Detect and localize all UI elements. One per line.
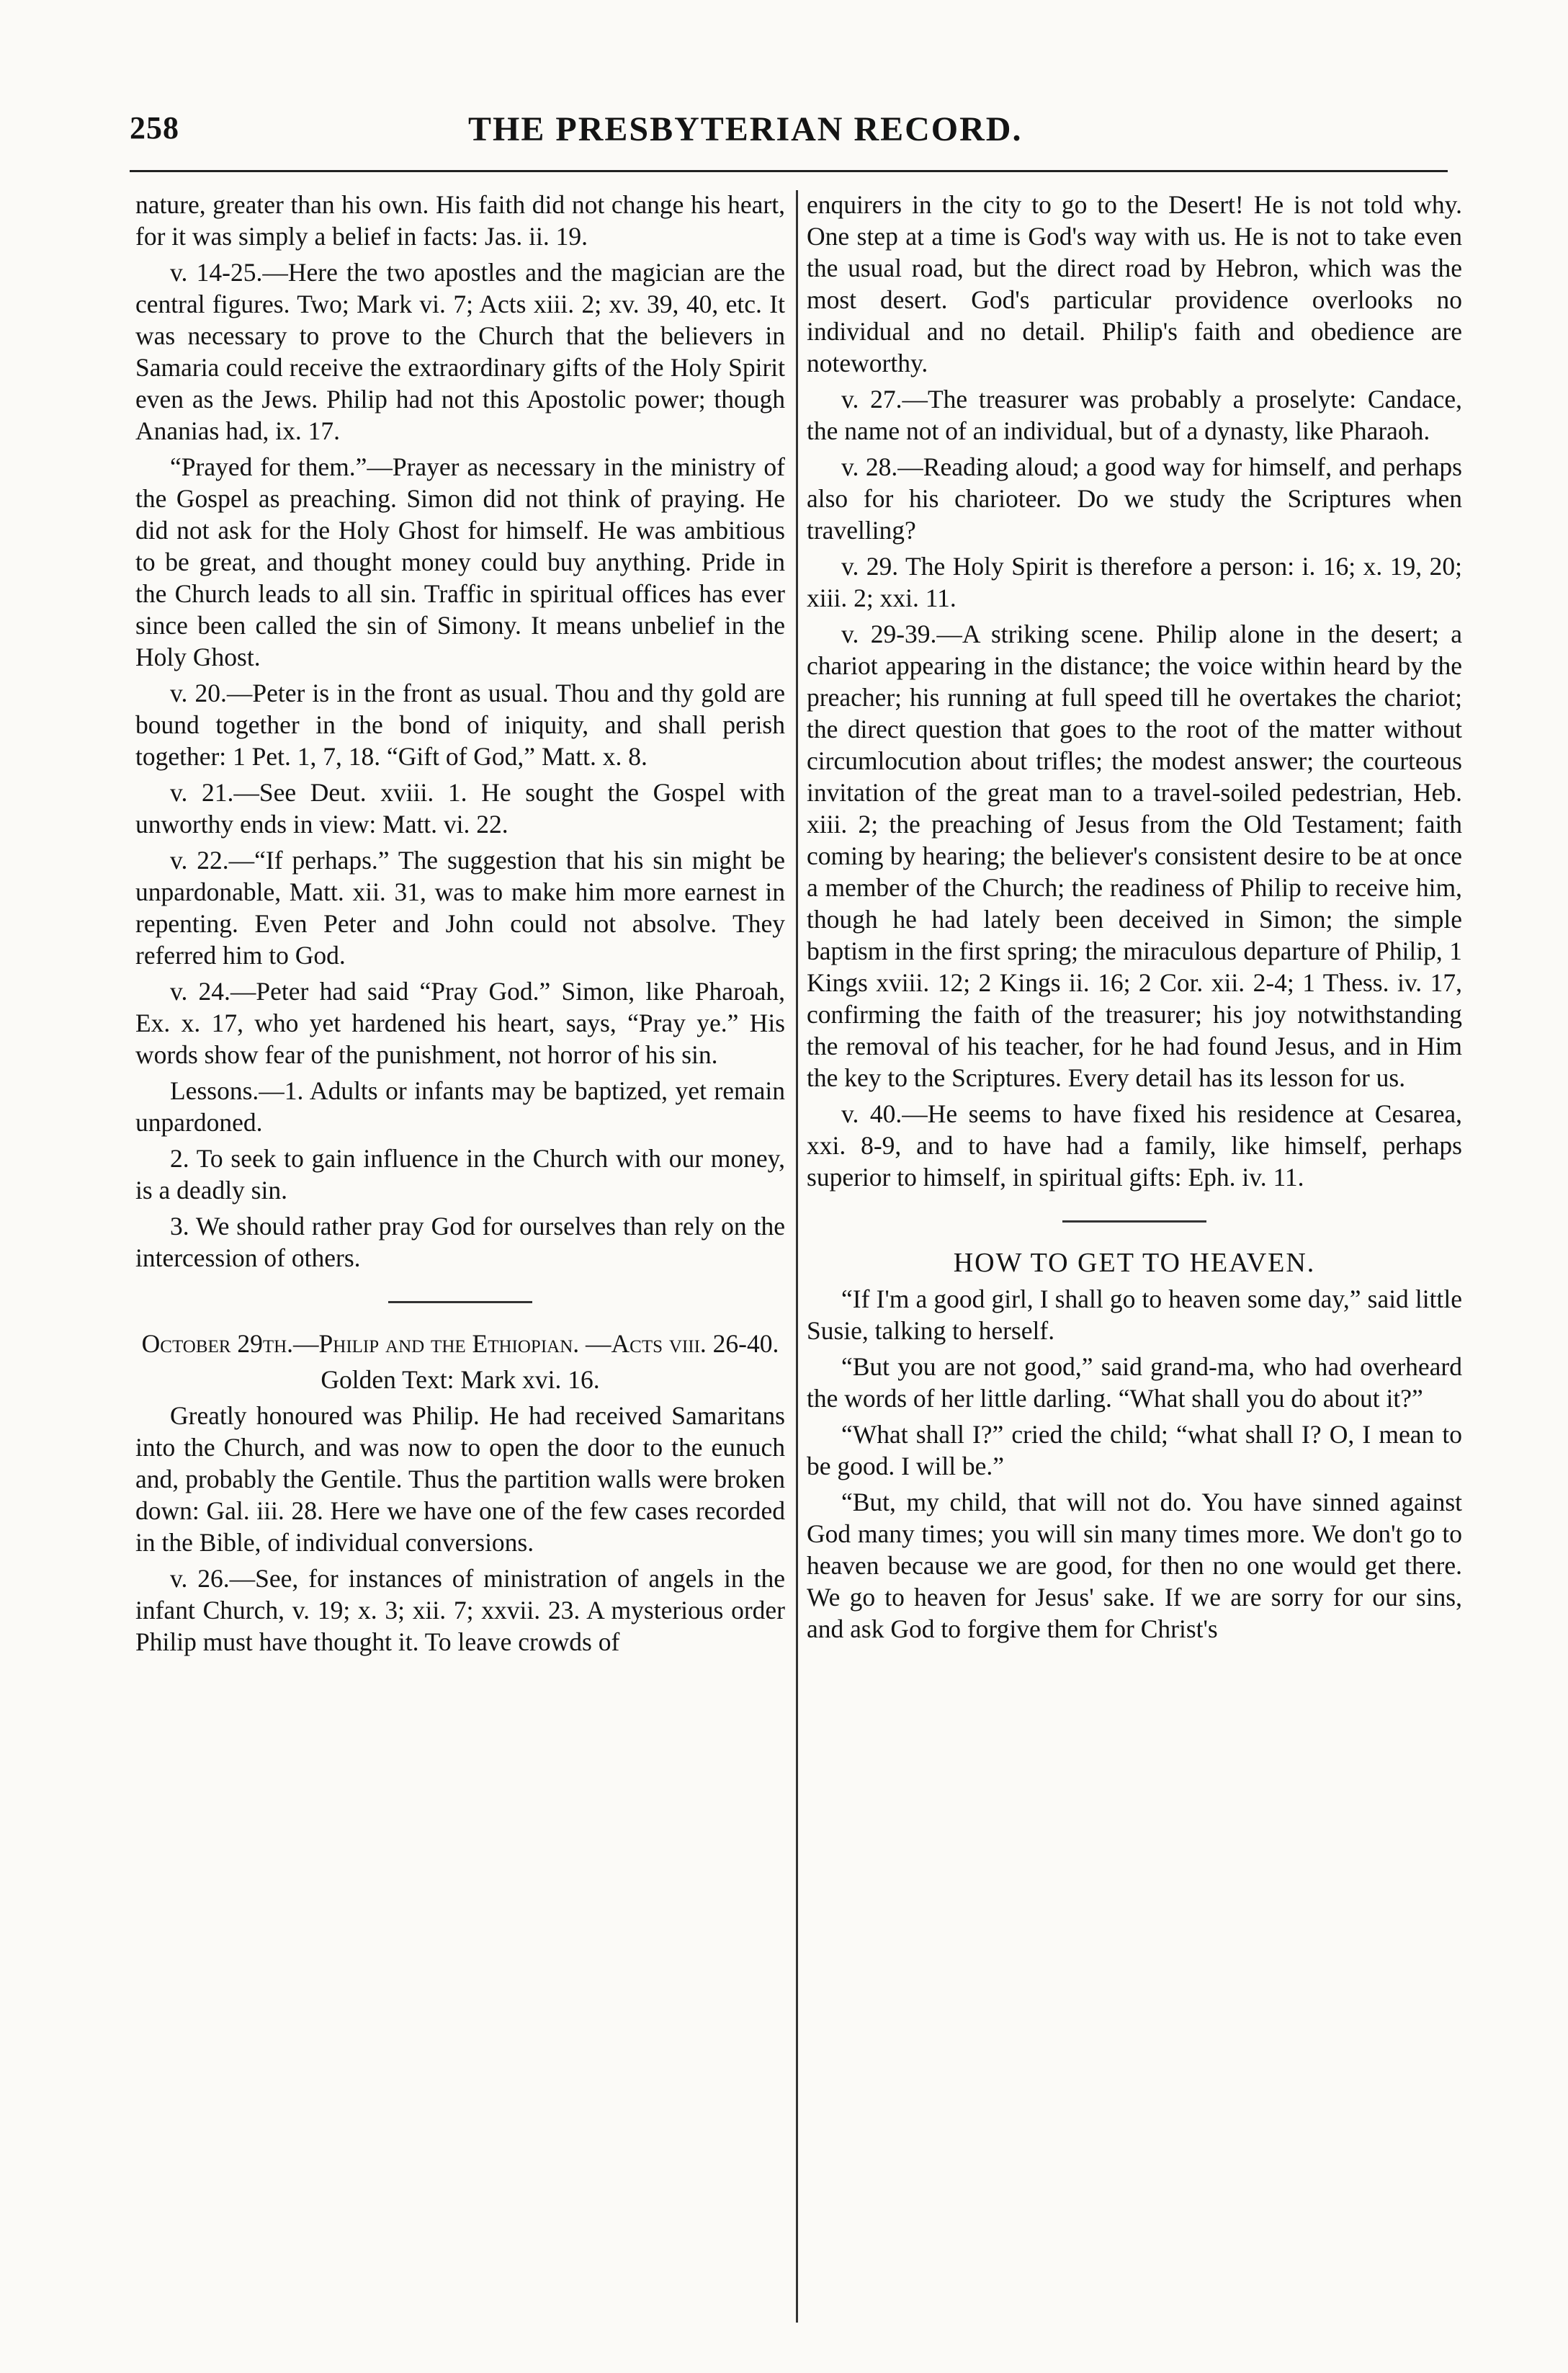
- golden-text: Golden Text: Mark xvi. 16.: [321, 1365, 600, 1394]
- paragraph: 2. To seek to gain influence in the Church with our money, is a deadly sin.: [135, 1144, 785, 1205]
- lessons-paragraph: Lessons.—1. Adults or infants may be baptized, yet remain unpardoned.: [135, 1076, 785, 1137]
- section-divider: [388, 1301, 532, 1303]
- paragraph: nature, greater than his own. His faith did not change his heart, for it was simply a belief in facts: Jas. ii. 19.: [135, 190, 785, 251]
- column-divider: [796, 190, 798, 2323]
- paragraph: v. 20.—Peter is in the front as usual. Thou and thy gold are bound together in the bond of iniquity, and shall perish together: 1 Pet. 1, 7, 18. “Gift of God,” Matt. x. 8.: [135, 679, 785, 771]
- journal-title: THE PRESBYTERIAN RECORD.: [468, 110, 1023, 148]
- paragraph: v. 14-25.—Here the two apostles and the magician are the central figures. Two; Mark vi. 7; Acts xiii. 2; xv. 39, 40, etc. It was necessary to prove to the Church that the believers in Samaria could receive the extraordinary gifts of the Holy Spirit even as the Jews. Philip had not this Apostolic power; though Ananias had, ix. 17.: [135, 258, 785, 445]
- page-number: 258: [130, 110, 179, 146]
- paragraph: “But you are not good,” said grand-ma, who had overheard the words of her little darling. “What shall you do about it?”: [807, 1352, 1462, 1413]
- lesson-heading: October 29th.—Philip and the Ethiopian. —Acts viii. 26-40.: [141, 1329, 779, 1358]
- paragraph: v. 24.—Peter had said “Pray God.” Simon, like Pharoah, Ex. x. 17, who yet hardened his heart, says, “Pray ye.” His words show fear of the punishment, not horror of his sin.: [135, 977, 785, 1069]
- paragraph: 3. We should rather pray God for ourselves than rely on the intercession of others.: [135, 1212, 785, 1272]
- paragraph: v. 29-39.—A striking scene. Philip alone in the desert; a chariot appearing in the distance; the voice within heard by the preacher; his running at full speed till he overtakes the chariot; the direct question that goes to the root of the matter without circumlocution about trifles; the modest answer; the courteous invitation of the great man to a travel-soiled pedestrian, Heb. xiii. 2; the preaching of Jesus from the Old Testament; faith coming by hearing; the believer's consistent desire to be at once a member of the Church; the readiness of Philip to receive him, though he had lately been deceived in Simon; the simple baptism in the first spring; the miraculous departure of Philip, 1 Kings xviii. 12; 2 Kings ii. 16; 2 Cor. xii. 2-4; 1 Thess. iv. 17, confirming the faith of the treasurer; his joy notwithstanding the removal of his teacher, for he had found Jesus, and in Him the key to the Scriptures. Every detail has its lesson for us.: [807, 620, 1462, 1092]
- paragraph: v. 40.—He seems to have fixed his residence at Cesarea, xxi. 8-9, and to have had a family, like himself, perhaps superior to himself, in spiritual gifts: Eph. iv. 11.: [807, 1099, 1462, 1192]
- paragraph: “Prayed for them.”—Prayer as necessary in the ministry of the Gospel as preaching. Simon did not think of praying. He did not ask for the Holy Ghost for himself. He was ambitious to be great, and thought money could buy anything. Pride in the Church leads to all sin. Traffic in spiritual offices has ever since been called the sin of Simony. It means unbelief in the Holy Ghost.: [135, 452, 785, 671]
- paragraph: v. 29. The Holy Spirit is therefore a person: i. 16; x. 19, 20; xiii. 2; xxi. 11.: [807, 552, 1462, 612]
- paragraph: v. 28.—Reading aloud; a good way for himself, and perhaps also for his charioteer. Do we study the Scriptures when travelling?: [807, 452, 1462, 545]
- paragraph: “What shall I?” cried the child; “what shall I? O, I mean to be good. I will be.”: [807, 1420, 1462, 1480]
- section-divider: [1062, 1220, 1206, 1223]
- article-title: HOW TO GET TO HEAVEN.: [953, 1248, 1316, 1278]
- paragraph: v. 27.—The treasurer was probably a proselyte: Candace, the name not of an individual, but of a dynasty, like Pharaoh.: [807, 385, 1462, 445]
- right-column: [807, 189, 1462, 1649]
- paragraph: v. 22.—“If perhaps.” The suggestion that his sin might be unpardonable, Matt. xii. 31, was to make him more earnest in repenting. Even Peter and John could not absolve. They referred him to God.: [135, 846, 785, 970]
- header-rule: [130, 170, 1448, 172]
- left-column: [135, 189, 785, 1662]
- paragraph: “If I'm a good girl, I shall go to heaven some day,” said little Susie, talking to herself.: [807, 1284, 1462, 1345]
- paragraph: “But, my child, that will not do. You have sinned against God many times; you will sin many times more. We don't go to heaven because we are good, for then no one would get there. We go to heaven for Jesus' sake. If we are sorry for our sins, and ask God to forgive them for Christ's: [807, 1488, 1462, 1643]
- paragraph: v. 21.—See Deut. xviii. 1. He sought the Gospel with unworthy ends in view: Matt. vi. 22.: [135, 778, 785, 839]
- paragraph: Greatly honoured was Philip. He had received Samaritans into the Church, and was now to open the door to the eunuch and, probably the Gentile. Thus the partition walls were broken down: Gal. iii. 28. Here we have one of the few cases recorded in the Bible, of individual conversions.: [135, 1401, 785, 1557]
- paragraph: enquirers in the city to go to the Desert! He is not told why. One step at a time is God's way with us. He is not to take even the usual road, but the direct road by Hebron, which was the most desert. God's particular providence overlooks no individual and no detail. Philip's faith and obedience are noteworthy.: [807, 190, 1462, 377]
- paragraph: v. 26.—See, for instances of ministration of angels in the infant Church, v. 19; x. 3; xii. 7; xxvii. 23. A mysterious order Philip must have thought it. To leave crowds of: [135, 1564, 785, 1656]
- page-header: [0, 101, 1568, 173]
